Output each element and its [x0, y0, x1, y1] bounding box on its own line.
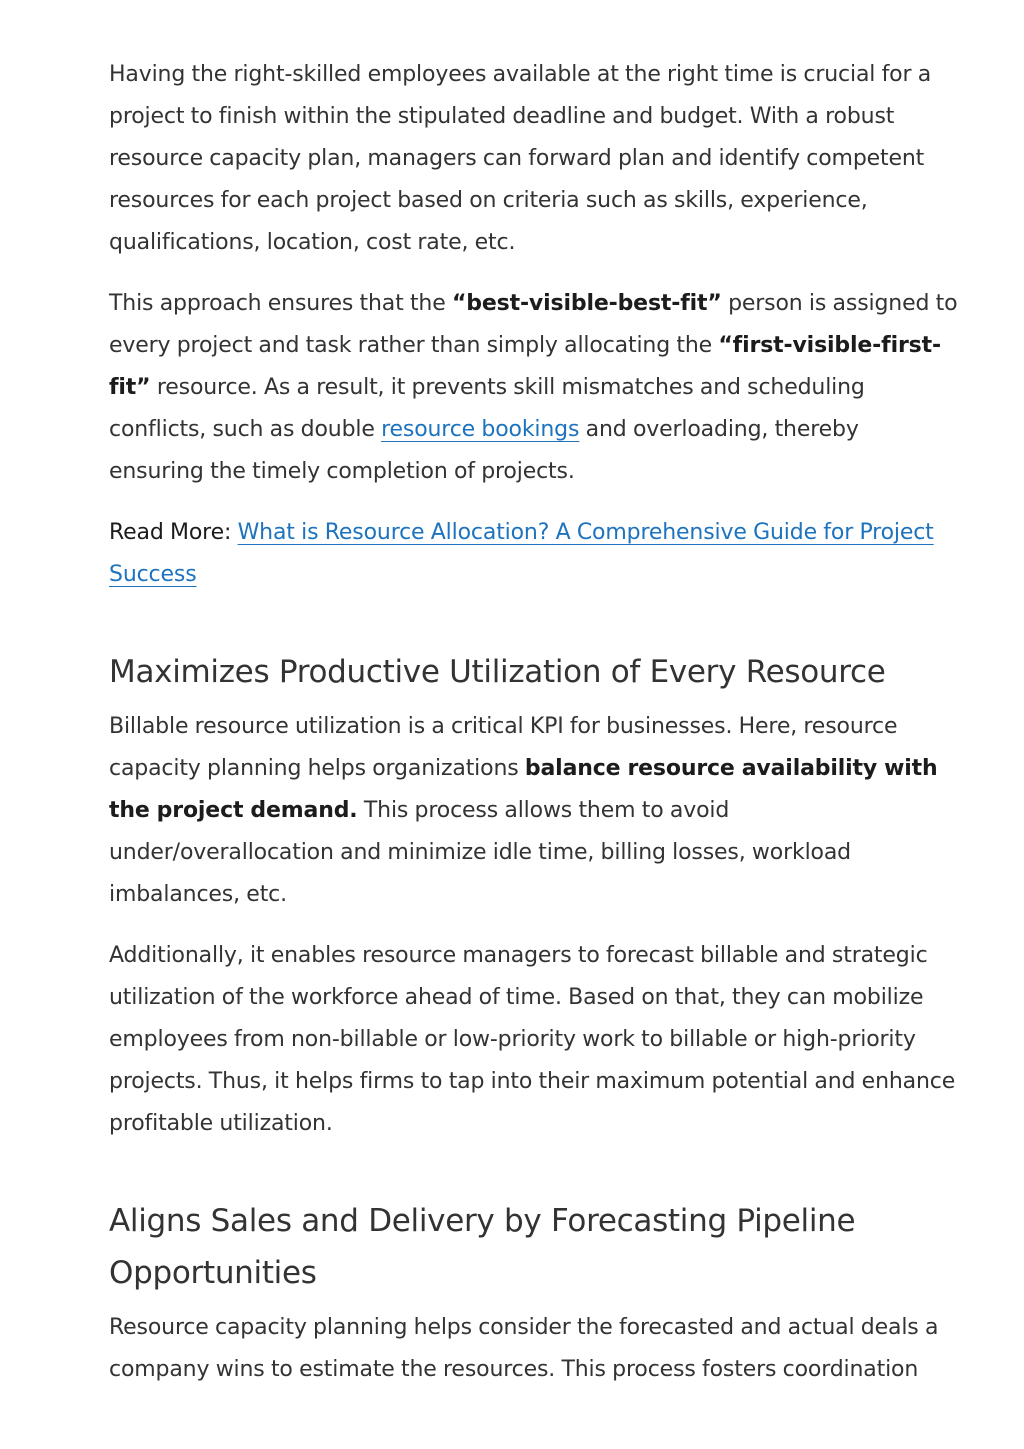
article-body	[109, 54, 959, 1410]
read-more-label: Read More:	[109, 520, 238, 545]
text-segment: resource. As a result, it prevents skill mismatches and scheduling conflicts, such as double	[109, 375, 865, 442]
read-more-link[interactable]: What is Resource Allocation? A Comprehensive Guide for Project Success	[109, 520, 934, 587]
text-segment: Billable resource utilization is a critical KPI for businesses. Here, resource capacity planning helps organizations	[109, 714, 898, 781]
paragraph-billable-utilization	[109, 706, 959, 916]
text-segment: This approach ensures that the	[109, 291, 452, 316]
paragraph-sales-delivery: Resource capacity planning helps consider the forecasted and actual deals a company wins to estimate the resources. This process fosters coordination	[109, 1315, 939, 1382]
paragraph-best-fit	[109, 283, 959, 493]
bold-first-visible-first-fit: “first-visible-first-fit”	[109, 333, 941, 400]
bold-best-visible-best-fit: “best-visible-best-fit”	[451, 291, 722, 316]
text-segment: This process allows them to avoid under/overallocation and minimize idle time, billing losses, workload imbalances, etc.	[109, 798, 851, 907]
bold-balance-availability: balance resource availability with the project demand.	[109, 756, 938, 823]
paragraph-forecast-utilization: Additionally, it enables resource managers to forecast billable and strategic utilization of the workforce ahead of time. Based on that, they can mobilize employees from non-billable or low-priority work to billable or high-priority projects. Thus, it helps firms to tap into their maximum potential and enhance profitable utilization.	[109, 943, 956, 1136]
resource-bookings-link[interactable]: resource bookings	[381, 417, 580, 442]
text-segment: and overloading, thereby ensuring the timely completion of projects.	[109, 417, 859, 484]
section-heading-maximizes: Maximizes Productive Utilization of Every Resource	[109, 654, 886, 690]
read-more	[109, 512, 959, 596]
section-heading-aligns: Aligns Sales and Delivery by Forecasting Pipeline Opportunities	[109, 1203, 856, 1291]
text-segment: person is assigned to every project and task rather than simply allocating the	[109, 291, 958, 358]
paragraph-intro: Having the right-skilled employees available at the right time is crucial for a project to finish within the stipulated deadline and budget. With a robust resource capacity plan, managers can forward plan and identify competent resources for each project based on criteria such as skills, experience, qualifications, location, cost rate, etc.	[109, 62, 932, 255]
